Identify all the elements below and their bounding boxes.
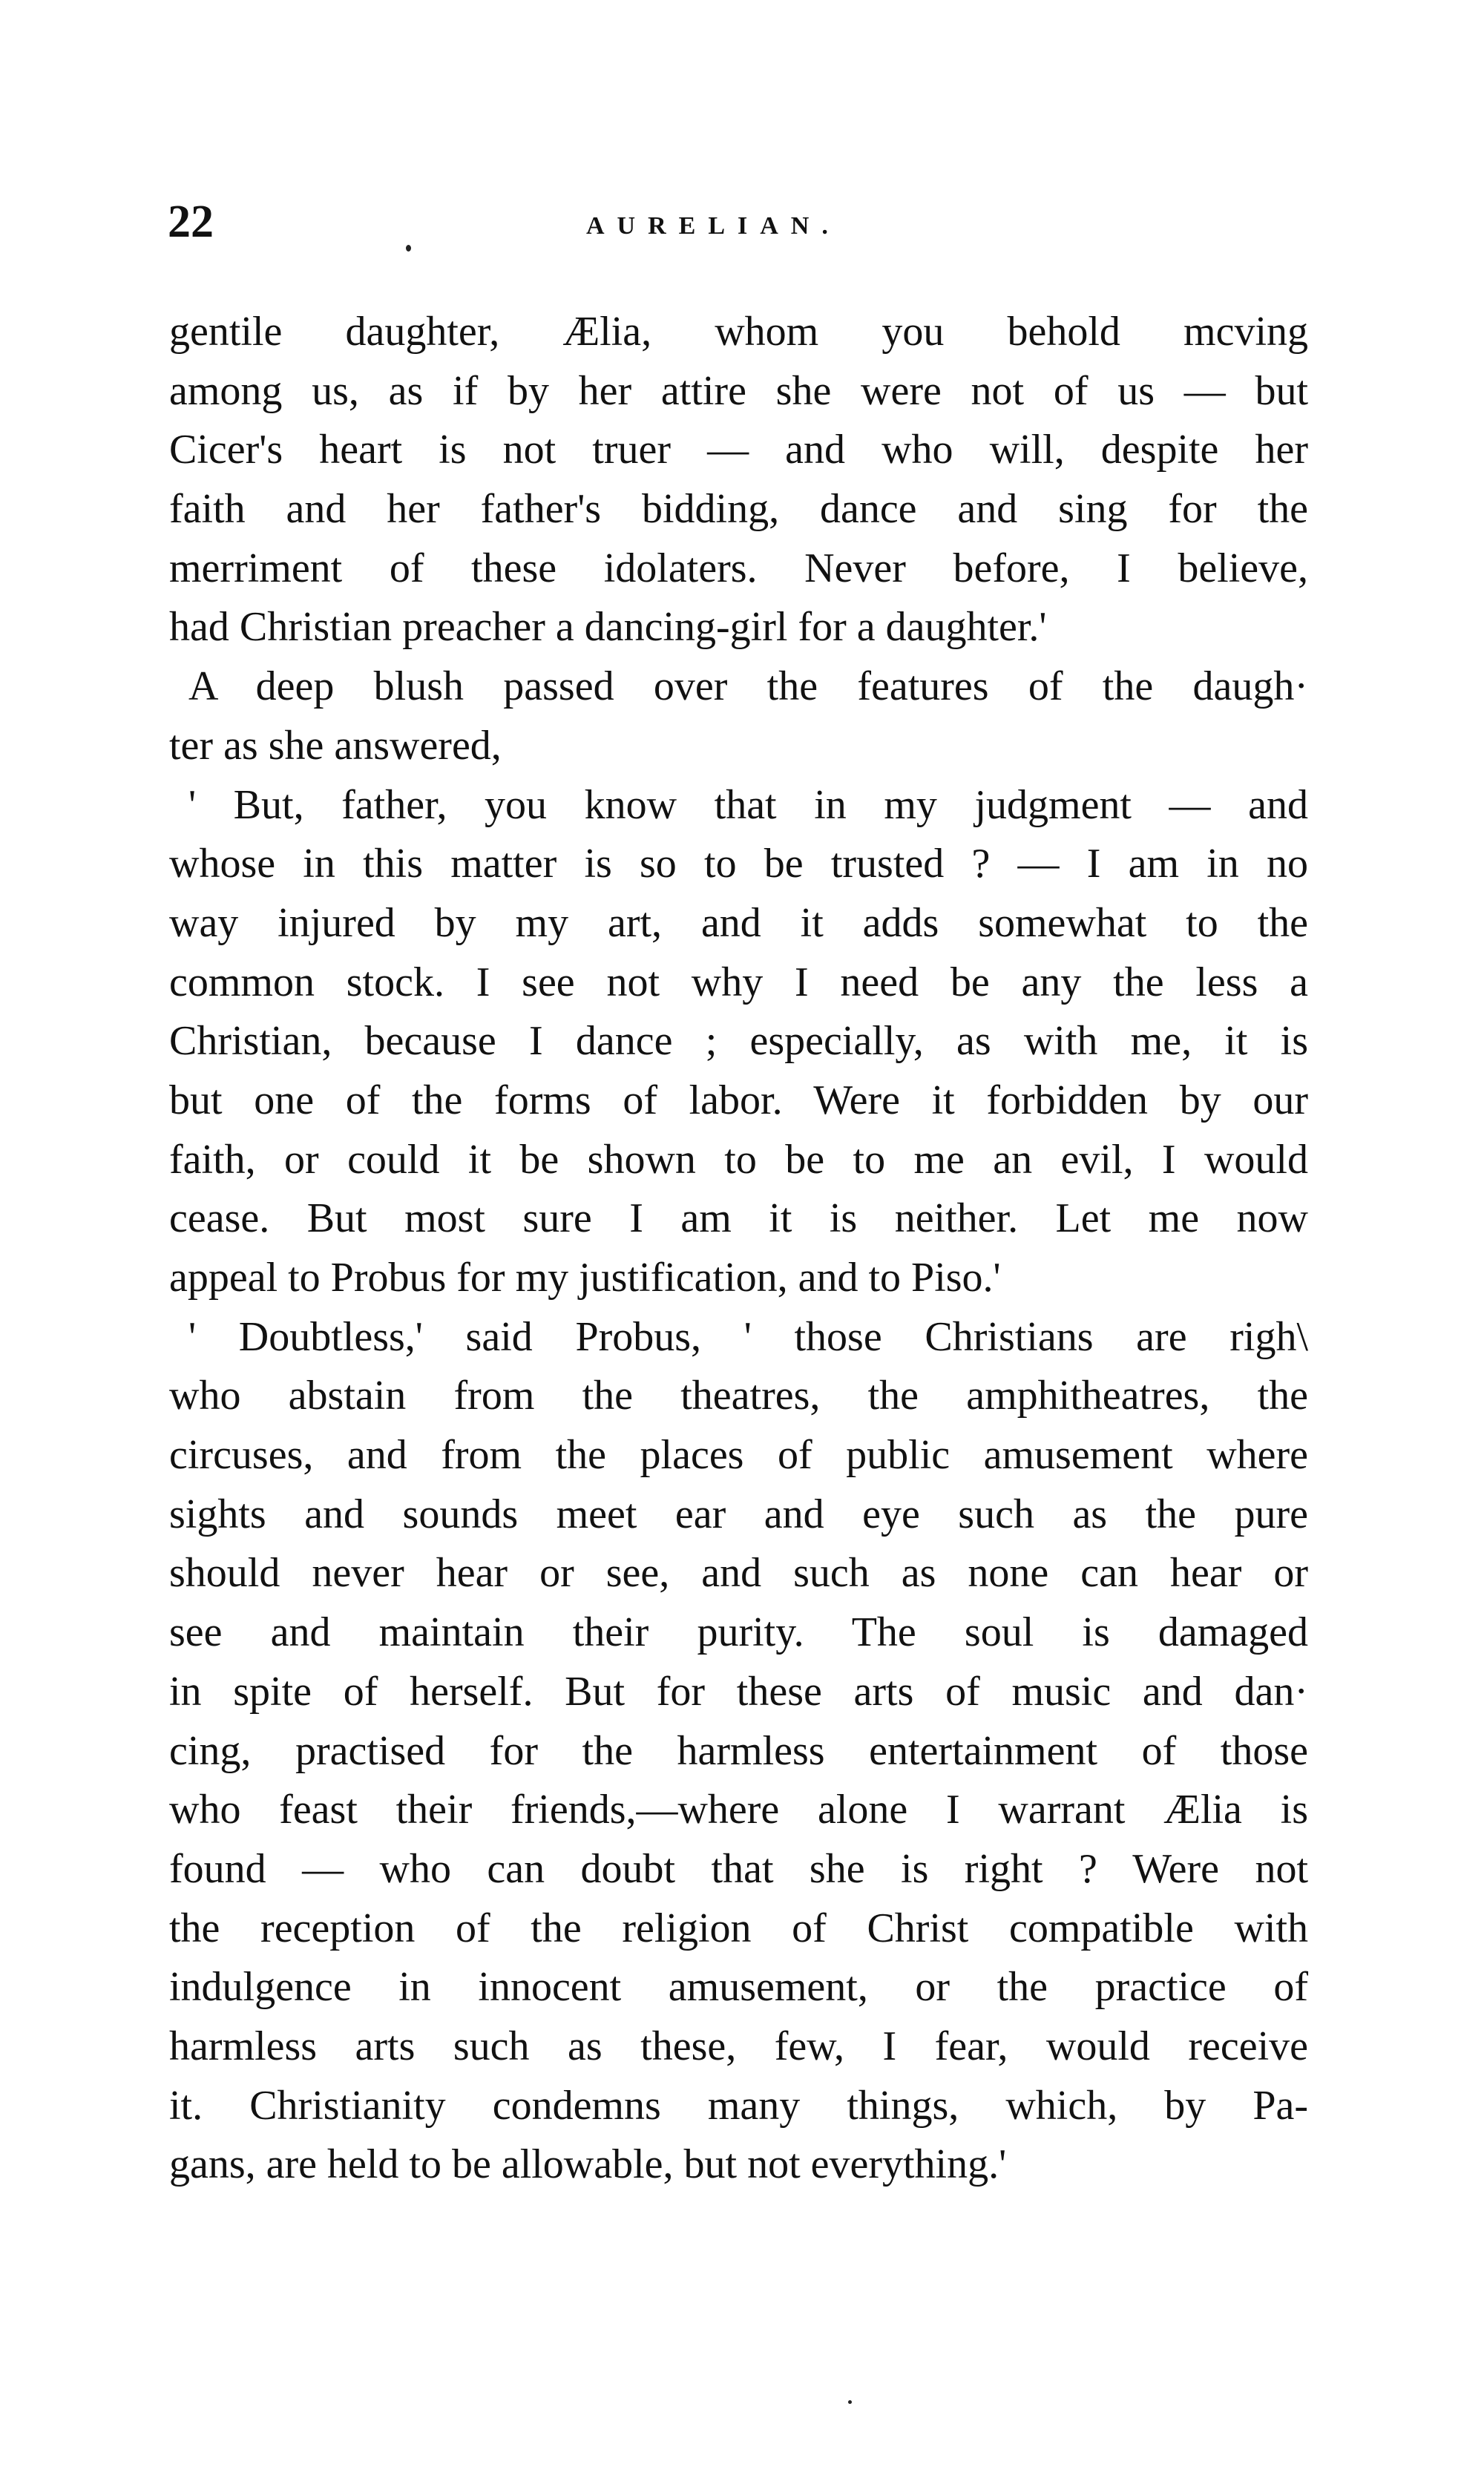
text-line: ' But, father, you know that in my judgment — and [188, 781, 1308, 828]
text-line: the reception of the religion of Christ compatible with [169, 1905, 1308, 1951]
ink-speck [406, 245, 411, 252]
text-line: cing, practised for the harmless entertainment of those [169, 1727, 1308, 1774]
text-line: Christian, because I dance ; especially, as with me, it is [169, 1018, 1308, 1065]
text-line: gans, are held to be allowable, but not everything.' [169, 2141, 1007, 2188]
text-line: should never hear or see, and such as none can hear or [169, 1550, 1308, 1597]
text-line: ' Doubtless,' said Probus, ' those Christians are righ\ [188, 1313, 1308, 1360]
text-line: whose in this matter is so to be trusted ? — I am in no [169, 841, 1308, 887]
text-line: had Christian preacher a dancing-girl for a daughter.' [169, 604, 1047, 651]
text-line: A deep blush passed over the features of the daugh· [188, 663, 1308, 710]
text-line: common stock. I see not why I need be any the less a [169, 959, 1308, 1005]
text-line: gentile daughter, Ælia, whom you behold mcving [169, 309, 1308, 355]
text-line: but one of the forms of labor. Were it forbidden by our [169, 1077, 1308, 1123]
text-line: faith and her father's bidding, dance and sing for the [169, 486, 1308, 533]
text-line: appeal to Probus for my justification, and to Piso.' [169, 1255, 1001, 1301]
text-line: merriment of these idolaters. Never before, I believe, [169, 545, 1308, 591]
text-line: see and maintain their purity. The soul is damaged [169, 1609, 1308, 1656]
page-number: 22 [168, 197, 214, 247]
text-line: way injured by my art, and it adds somewhat to the [169, 899, 1308, 946]
text-line: faith, or could it be shown to be to me an evil, I would [169, 1136, 1308, 1183]
text-line: indulgence in innocent amusement, or the practice of [169, 1964, 1308, 2011]
text-line: among us, as if by her attire she were not of us — but [169, 367, 1308, 414]
text-line: who abstain from the theatres, the amphitheatres, the [169, 1373, 1308, 1419]
text-line: harmless arts such as these, few, I fear, would receive [169, 2023, 1308, 2069]
text-line: who feast their friends,—where alone I warrant Ælia is [169, 1787, 1308, 1833]
text-line: in spite of herself. But for these arts of music and dan· [169, 1668, 1308, 1715]
text-line: cease. But most sure I am it is neither. Let me now [169, 1195, 1308, 1242]
text-line: ter as she answered, [169, 722, 502, 769]
text-line: found — who can doubt that she is right ? Were not [169, 1845, 1308, 1892]
body-text [169, 303, 1308, 2195]
text-line: it. Christianity condemns many things, which, by Pa- [169, 2082, 1308, 2129]
ink-speck [848, 2400, 852, 2404]
text-line: sights and sounds meet ear and eye such as the pure [169, 1491, 1308, 1537]
running-title: AURELIAN. [586, 212, 841, 240]
text-line: Cicer's heart is not truer — and who will, despite her [169, 427, 1308, 473]
text-line: circuses, and from the places of public amusement where [169, 1432, 1308, 1479]
